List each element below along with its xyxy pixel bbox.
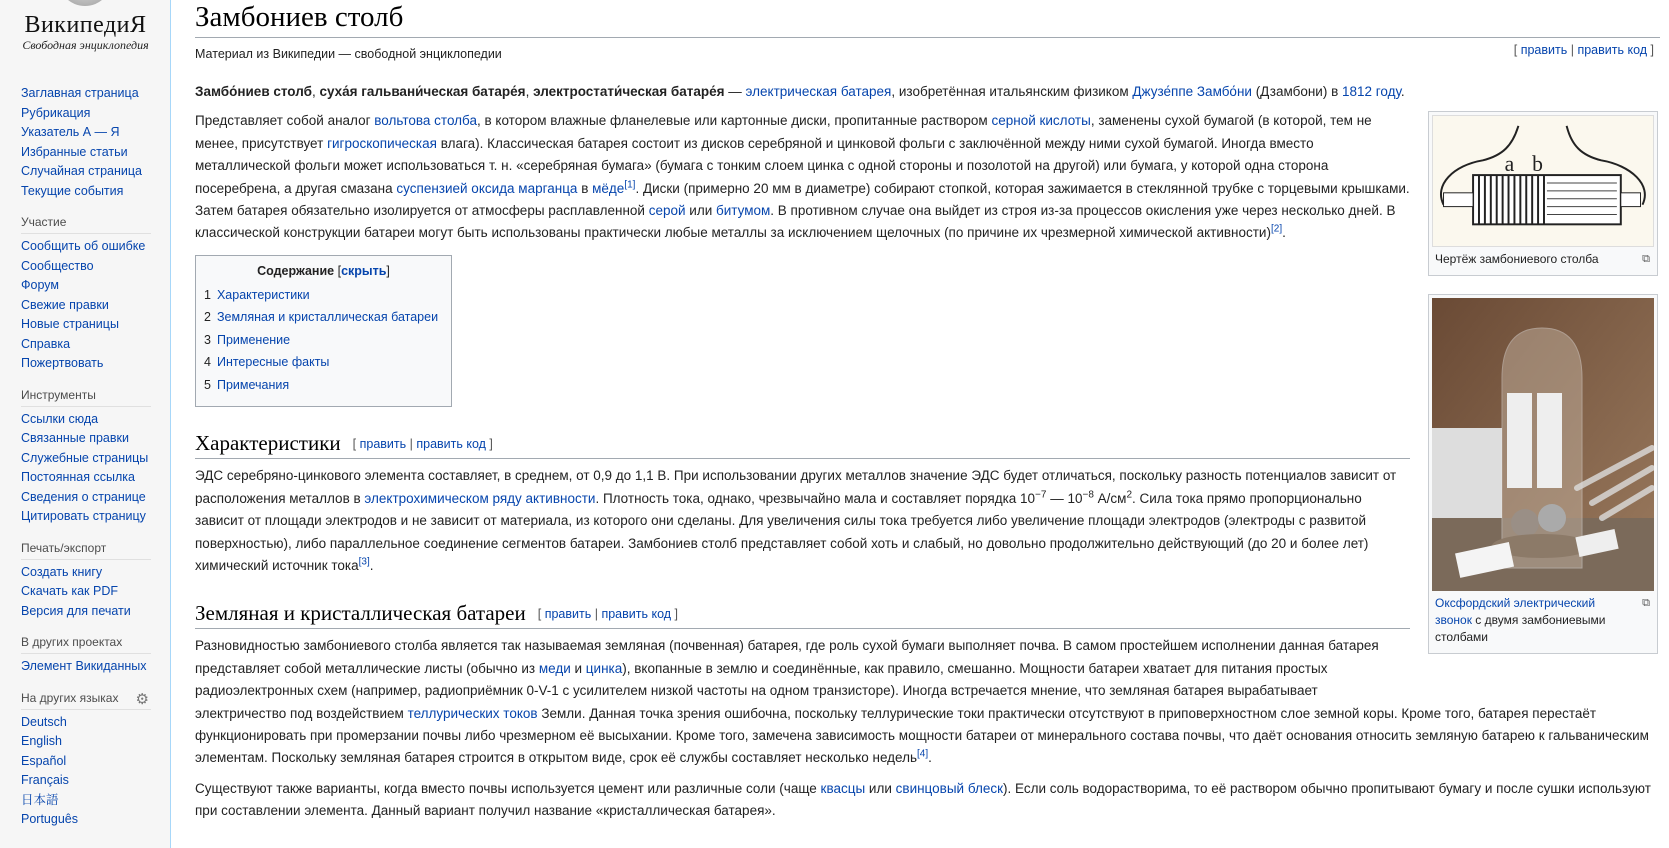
sidebar-item[interactable]: Связанные правки (21, 431, 129, 445)
label-b: b (1532, 152, 1543, 177)
nav-group (21, 691, 151, 830)
nav-main (21, 84, 151, 201)
text: . Плотность тока, однако, чрезвычайно мала и составляет порядка 10 (595, 490, 1036, 506)
page-subtitle: Материал из Википедии — свободной энциклопедии (195, 47, 502, 61)
text: (Дзамбони) в (1251, 84, 1343, 99)
bold-term: Замбо́ниев столб (195, 84, 312, 99)
sidebar-item[interactable]: Элемент Викиданных (21, 659, 147, 673)
bracket: ] (1647, 43, 1654, 57)
nav-group-title: Участие (21, 215, 67, 229)
section-edit-links (538, 607, 678, 621)
text: , в котором влажные фланелевые или картонные диски, пропитанные раствором (476, 113, 992, 129)
bracket: [ (352, 437, 360, 452)
sidebar-item[interactable]: Español (21, 753, 67, 768)
table-of-contents (195, 255, 452, 408)
text: ). Если соль водорастворима, то её раствором обычно пропитывают бумагу и после сушки используют при составлении элемента. Данный вариант получил название «кристаллическая батарея». (195, 780, 1651, 819)
text: Существуют также варианты, когда вместо почвы используется цемент или различные соли (чаще (195, 780, 821, 796)
separator: | (406, 437, 417, 452)
text: . В противном случае она выйдет из строя из-за процессов окисления уже через несколько дней. В классической конструкции батареи могут быть использованы практически любые металлы за исключением щелочных (по причине их чрезмерной химической активности) (195, 203, 1396, 241)
bold-term: суха́я гальвани́ческая батаре́я (319, 84, 526, 99)
edit-source-link[interactable]: править код (416, 437, 486, 452)
logo-tagline: Свободная энциклопедия (22, 38, 149, 52)
bracket: [ (337, 263, 342, 278)
nav-group-title: Печать/экспорт (21, 540, 107, 555)
toc-title: Содержание (257, 263, 335, 278)
wiki-link[interactable]: серной кислоты (991, 113, 1091, 129)
wiki-link[interactable]: электрохимическом ряду активности (364, 490, 596, 506)
wiki-link[interactable]: мёде (592, 180, 625, 196)
sidebar-item[interactable]: Служебные страницы (21, 450, 149, 465)
reference-link[interactable]: [2] (1270, 223, 1283, 235)
sidebar-item[interactable]: Сообщить об ошибке (21, 239, 146, 253)
wiki-link[interactable]: квасцы (820, 780, 866, 796)
sidebar-item[interactable]: Português (21, 812, 78, 826)
sidebar-item[interactable]: Справка (21, 336, 71, 351)
article-content (195, 0, 1660, 823)
nav-group-heading (21, 691, 151, 710)
text: влага). Классическая батарея состоит из дисков серебряной и цинковой фольги с заключённой между ними сухой бумагой. Иногда вместо металлической фольги может использоваться т. н. «серебряная бумага» (бумага с тонким слоем цинка с одной стороны и позолотой на другой) или бумага, у которой одна сторона посеребрена, а другая смазана (195, 135, 1329, 196)
sidebar-item[interactable]: Форум (21, 278, 59, 292)
text: . Диски (примерно 20 мм в диаметре) собирают стопкой, которая зажимается в стеклянной трубке с торцевыми крышками. Затем батарея обязательно изолируется от атмосферы расплавленной (195, 180, 1410, 219)
toc-hide-link[interactable]: скрыть (341, 263, 387, 278)
bracket: ] (671, 607, 678, 622)
wiki-link[interactable]: свинцовый блеск (895, 780, 1003, 796)
reference-link[interactable]: [1] (624, 179, 636, 191)
sidebar-item[interactable]: Заглавная страница (21, 86, 139, 100)
nav-group-title: На других языках (21, 690, 119, 705)
toc-link[interactable]: Характеристики (216, 287, 310, 302)
sidebar-item[interactable]: Избранные статьи (21, 144, 128, 159)
thumbnail-caption (1432, 591, 1654, 650)
sidebar-item[interactable]: Deutsch (21, 714, 67, 729)
toc-link[interactable]: Интересные факты (216, 355, 330, 370)
superscript: −7 (1035, 489, 1047, 501)
thumbnails-column (1428, 111, 1660, 672)
toc-item[interactable] (204, 306, 443, 329)
wiki-link[interactable]: меди (538, 660, 571, 676)
text: . (928, 750, 932, 766)
sidebar-item[interactable]: Указатель А — Я (21, 125, 120, 139)
sidebar-item[interactable]: Создать книгу (21, 564, 103, 579)
wiki-link[interactable]: битумом (716, 203, 771, 219)
superscript: 2 (1126, 489, 1132, 501)
toc-number: 4 (204, 355, 211, 370)
sidebar-item[interactable]: Сообщество (21, 258, 94, 273)
label-a: a (1504, 152, 1515, 177)
sidebar-item[interactable]: Рубрикация (21, 105, 91, 120)
logo-name: ВикипедиЯ (24, 12, 147, 38)
toc-number: 3 (204, 332, 211, 347)
text: ), вкопанные в землю и соединённые, как правило, смешанно. Мощности батареи хватает для питания простых радиоэлектронных схем (например, радиоприёмник 0-V-1 с усилителем низкой частоты на одном транзисторе). Иногда встречается мнение, что земляная батарея вырабатывает электричество под воздействием (195, 660, 1328, 721)
text: и (570, 660, 586, 676)
nav-group (21, 541, 151, 622)
text: , (311, 84, 320, 99)
caption-link[interactable]: Оксфордский электрический звонок (1435, 596, 1596, 628)
separator: | (1567, 43, 1578, 57)
wiki-link[interactable]: электрическая батарея (745, 84, 892, 99)
text: , изобретённая итальянским физиком (891, 84, 1133, 99)
section-edit-links (353, 437, 493, 451)
text: Представляет собой аналог (195, 113, 375, 129)
electric-bell-photo[interactable] (1432, 298, 1654, 591)
toc-number: 1 (204, 287, 211, 302)
sidebar-item[interactable]: Версия для печати (21, 603, 131, 618)
sidebar-item[interactable]: Цитировать страницу (21, 509, 146, 523)
nav-group (21, 635, 151, 677)
caption-text: с двумя замбониевыми столбами (1435, 613, 1606, 645)
caption-text: Чертёж замбониевого столба (1435, 252, 1599, 267)
heading-text: Земляная и кристаллическая батареи (195, 601, 526, 626)
wiki-link[interactable]: суспензией оксида марганца (396, 180, 578, 196)
sidebar-item[interactable]: Пожертвовать (21, 356, 104, 370)
reference-link[interactable]: [4] (917, 748, 929, 760)
sidebar-item[interactable]: Скачать как PDF (21, 584, 118, 598)
text: А/см (1093, 490, 1127, 506)
nav-group-title: Инструменты (21, 387, 96, 402)
bold-term: электростати́ческая батаре́я (533, 84, 725, 99)
toc-link[interactable]: Примечания (216, 377, 290, 392)
edit-link[interactable]: править (1520, 43, 1568, 57)
page-edit-links (1514, 43, 1654, 57)
sidebar-item[interactable]: Текущие события (21, 183, 124, 198)
nav-group-title: В других проектах (21, 635, 123, 649)
nav-group-heading (21, 388, 151, 407)
sidebar-item[interactable]: Сведения о странице (21, 489, 146, 504)
thumbnail-caption (1432, 247, 1654, 272)
toc-number: 5 (204, 377, 211, 392)
nav-group-heading (21, 635, 151, 654)
text: или (865, 780, 896, 796)
nav-groups (21, 215, 151, 830)
bracket: [ (1513, 43, 1521, 57)
wiki-link[interactable]: 1812 году (1342, 84, 1401, 99)
text: — (724, 84, 746, 99)
edit-link[interactable]: править (359, 437, 407, 452)
toc-item[interactable] (204, 329, 443, 352)
superscript: −8 (1082, 489, 1094, 501)
section-heading-characteristics (195, 429, 1410, 459)
wikipedia-logo[interactable] (0, 0, 171, 60)
separator: | (591, 607, 602, 622)
sidebar-item[interactable]: English (21, 734, 62, 748)
toc-number: 2 (204, 310, 211, 325)
text: . Сила тока прямо пропорционально зависит от площади электродов и не зависит от материала, из которого они сделаны. Для увеличения силы тока требуется либо увеличение площади электродов (электроды с развитой поверхностью), либо параллельное соединение сегментов батареи. Замбониев столб представляет собой хоть и слабый, но довольно продолжительно действующий (до 20 и более лет) химический источник тока (195, 490, 1369, 573)
nav-group (21, 388, 151, 527)
sidebar-nav (21, 84, 151, 844)
wiki-link[interactable]: вольтова столба (374, 113, 477, 129)
sidebar-item[interactable]: Случайная страница (21, 164, 142, 178)
nav-group-heading (21, 541, 151, 560)
wiki-link[interactable]: серой (648, 203, 686, 219)
text: , (525, 84, 534, 99)
heading-text: Характеристики (195, 431, 341, 456)
text: Земли. Данная точка зрения ошибочна, поскольку теллурические токи практически отсутствуют в приповерхностном слое земной коры. Кроме того, батарея перестаёт функционировать при промерзании почвы либо чрезмерном её высыхании. Кроме того, замечена зависимость мощности батареи от минерального состава почвы, что даёт основания относить земляную батарею к гальваническим элементам. Поскольку земляная батарея строится в открытом виде, срок её службы составляет несколько недель (195, 705, 1649, 766)
edit-source-link[interactable]: править код (1577, 43, 1648, 57)
thumbnail-diagram (1428, 111, 1658, 276)
sidebar-item[interactable]: Постоянная ссылка (21, 470, 135, 484)
toc-item[interactable] (204, 374, 443, 397)
sidebar-item[interactable]: 日本語 (21, 792, 59, 807)
wiki-link[interactable]: цинка (585, 660, 623, 676)
bracket: ] (485, 437, 493, 452)
edit-source-link[interactable]: править код (601, 607, 672, 622)
bracket: ] (386, 263, 390, 278)
nav-group-heading (21, 215, 151, 234)
nav-group (21, 215, 151, 374)
thumbnail-photo (1428, 294, 1658, 654)
text: Разновидностью замбониевого столба является так называемая земляная (почвенная) батарея, где роль сухой бумаги выполняет почва. В самом простейшем исполнении данная батарея представляет собой металлические листы (обычно из (195, 638, 1379, 676)
text: , заменены сухой бумагой (в которой, тем не менее, присутствует (195, 113, 1372, 151)
toc-link[interactable]: Земляная и кристаллическая батареи (216, 310, 439, 325)
sidebar-item[interactable]: Свежие правки (21, 297, 109, 312)
text: — 10 (1046, 490, 1083, 506)
globe-icon (58, 0, 112, 6)
toc-item[interactable] (204, 284, 443, 307)
wiki-link[interactable]: гигроскопическая (327, 135, 437, 151)
lead-paragraph (195, 81, 1660, 103)
toc-list (204, 284, 443, 397)
edit-link[interactable]: править (544, 607, 592, 622)
text: или (685, 203, 716, 219)
wiki-link[interactable]: Джузе́ппе Замбо́ни (1132, 84, 1252, 99)
zamboni-pile-drawing[interactable] (1432, 115, 1654, 247)
sidebar-item[interactable]: Ссылки сюда (21, 411, 99, 426)
magnify-icon[interactable]: ⧉ (1642, 597, 1650, 610)
sidebar-item[interactable]: Новые страницы (21, 317, 119, 331)
page-title: Замбониев столб (195, 0, 1660, 38)
text: . (1400, 84, 1405, 99)
sidebar (0, 0, 171, 848)
magnify-icon[interactable]: ⧉ (1642, 253, 1650, 266)
bracket: [ (537, 607, 545, 622)
wiki-link[interactable]: теллурических токов (407, 705, 538, 721)
reference-link[interactable]: [3] (358, 556, 370, 568)
text: . (369, 557, 374, 573)
toc-item[interactable] (204, 351, 443, 374)
gear-icon[interactable]: ⚙ (135, 690, 149, 708)
text: в (577, 180, 593, 196)
section-heading-earth-battery (195, 599, 1410, 629)
sidebar-item[interactable]: Français (21, 773, 69, 787)
text: ЭДС серебряно-цинкового элемента составляет, в среднем, от 0,9 до 1,1 В. При использовании других металлов значение ЭДС будет отличаться, поскольку разность потенциалов зависит от расположения металлов в (195, 468, 1397, 506)
paragraph (195, 778, 1660, 823)
toc-link[interactable]: Применение (216, 332, 291, 347)
text: . (1282, 225, 1286, 241)
